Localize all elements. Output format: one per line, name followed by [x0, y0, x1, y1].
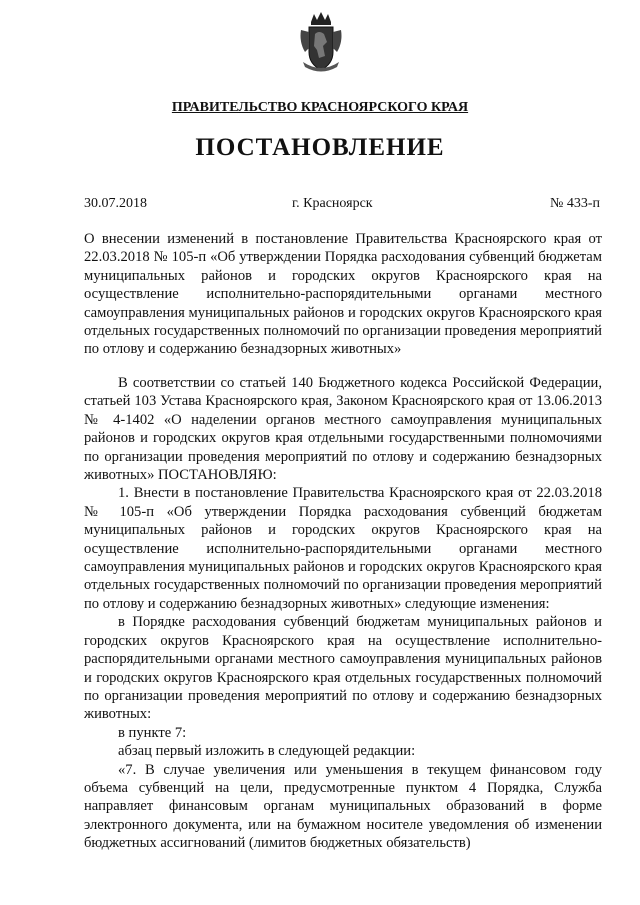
document-title-block [84, 230, 602, 359]
document-body [84, 374, 602, 853]
clause-1-paragraph: 1. Внести в постановление Правительства Красноярского края от 22.03.2018 № 105-п «Об утверждении Порядка расходования субвенций бюджетам муниципальных районов и городских округов Красноярского края на осуществление исполнительно-распорядительными органами местного самоуправления муниципальных районов и городских округов Красноярского края отдельных государственных полномочий по организации проведения мероприятий по отлову и содержанию безнадзорных животных» следующие изменения: [84, 485, 602, 612]
new-point-7-text: «7. В случае увеличения или уменьшения в текущем финансовом году объема субвенций на цели, предусмотренные пунктом 4 Порядка, Служба направляет финансовым органам муниципальных образований в форме электронного документа, или на бумажном носителе уведомления об изменении бюджетных ассигнований (лимитов бюджетных обязательств) [84, 761, 602, 852]
document-city: г. Красноярск [292, 196, 373, 211]
organization-name: ПРАВИТЕЛЬСТВО КРАСНОЯРСКОГО КРАЯ [171, 100, 469, 115]
document-date: 30.07.2018 [84, 196, 147, 211]
preamble-paragraph: В соответствии со статьей 140 Бюджетного кодекса Российской Федерации, статьей 103 Устава Красноярского края, Законом Красноярского края от 13.06.2013 № 4-1402 «О наделении органов местного самоуправления муниципальных районов и городских округов края отдельными государственными полномочиями по организации проведения мероприятий по отлову и содержанию безнадзорных животных» ПОСТАНОВЛЯЮ: [84, 375, 602, 484]
document-number: № 433-п [549, 196, 600, 211]
amendment-intro-paragraph: в Порядке расходования субвенций бюджетам муниципальных районов и городских округов Красноярского края на осуществление исполнительно-распорядительными органами местного самоуправления муниципальных районов и городских округов Красноярского края отдельных государственных полномочий по организации проведения мероприятий по отлову и содержанию безнадзорных животных: [84, 614, 602, 723]
coat-of-arms-icon [297, 12, 345, 74]
first-paragraph-instruction: абзац первый изложить в следующей редакции: [118, 743, 416, 760]
point-7-paragraph: в пункте 7: [118, 724, 187, 741]
document-title: О внесении изменений в постановление Правительства Красноярского края от 22.03.2018 № 105-п «Об утверждении Порядка расходования субвенций бюджетам муниципальных районов и городских округов Красноярского края на осуществление исполнительно-распорядительными органами местного самоуправления муниципальных районов и городских округов Красноярского края отдельных государственных полномочий по организации проведения мероприятий по отлову и содержанию безнадзорных животных» [84, 231, 602, 358]
document-type: ПОСТАНОВЛЕНИЕ [195, 134, 445, 161]
